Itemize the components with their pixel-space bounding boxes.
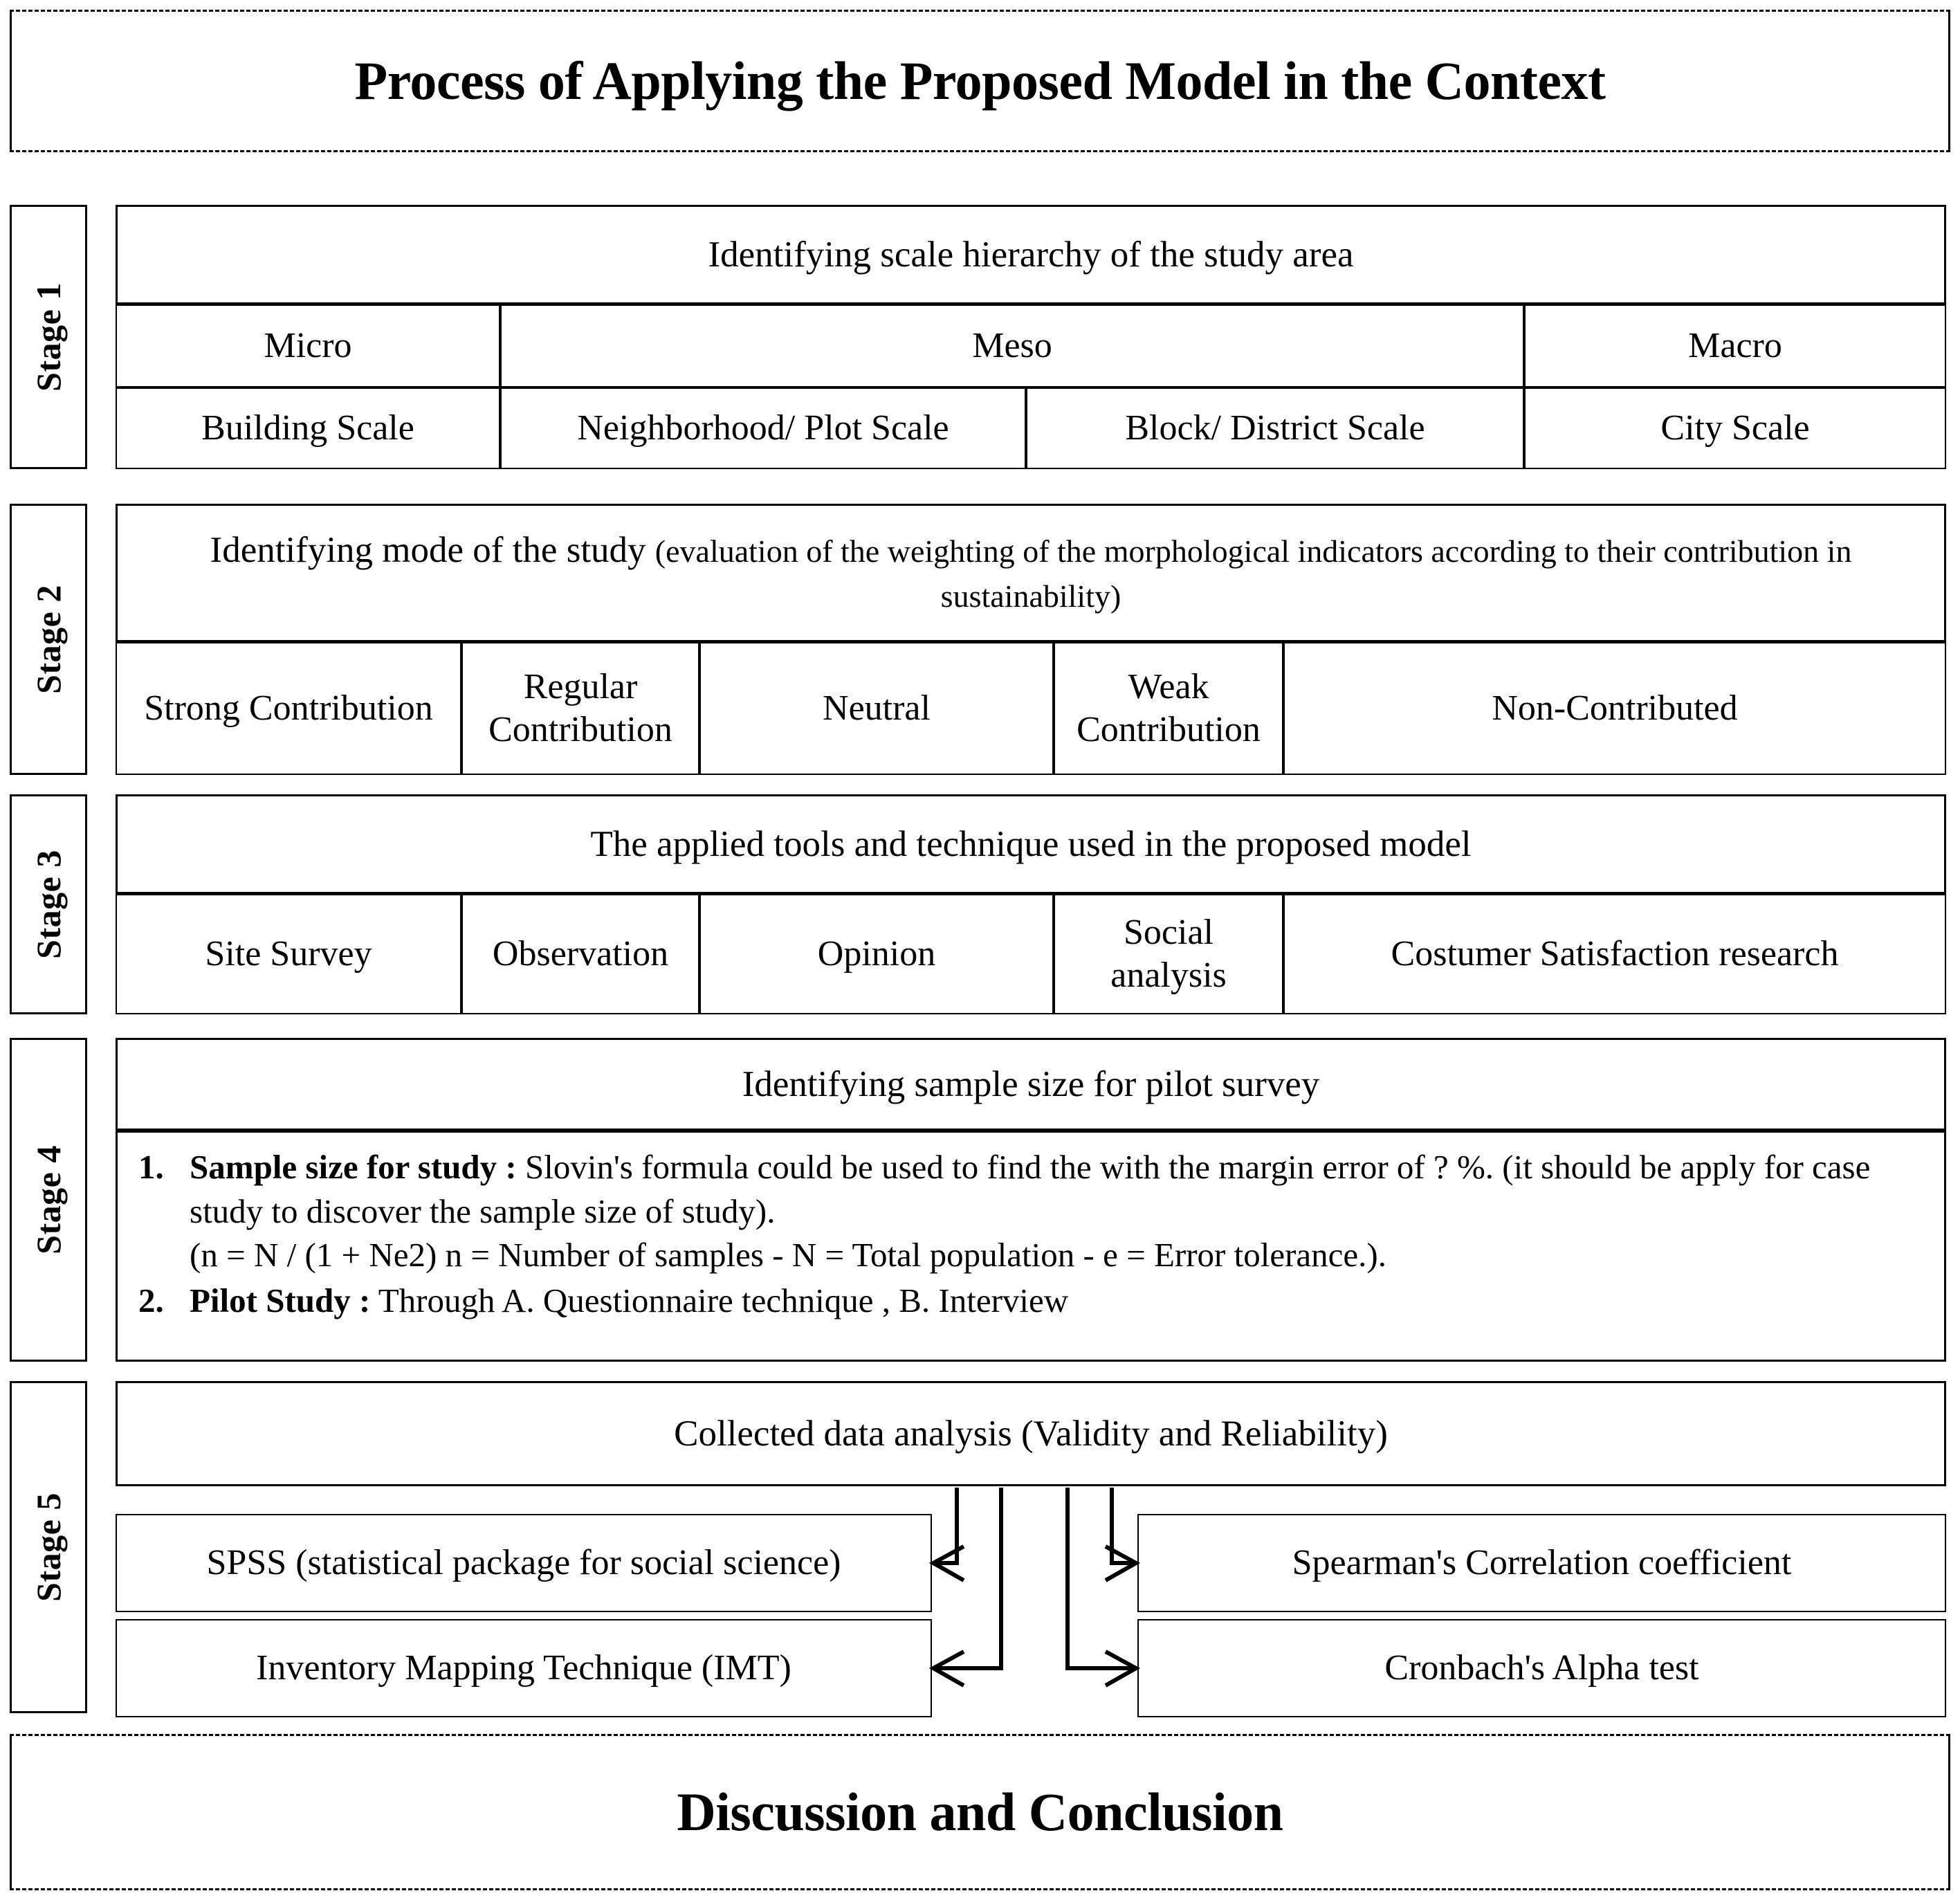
stage2-mode-regular [461, 642, 699, 775]
stage1-scale-block-text: Block/ District Scale [1125, 408, 1425, 448]
stage5-box-spss-text: SPSS (statistical package for social science) [206, 1542, 841, 1582]
stage1-scale-block [1026, 387, 1524, 469]
arrowhead-cronbach [1106, 1652, 1136, 1686]
stage5-box-cronbach [1137, 1619, 1946, 1717]
stage4-item-2 [136, 1279, 1926, 1323]
stage4-item-1-sub: (n = N / (1 + Ne2) n = Number of samples - N = Total population - e = Error tolerance.). [190, 1236, 1386, 1275]
title-banner-text: Process of Applying the Proposed Model in the Context [354, 51, 1606, 111]
stage-label-2 [10, 504, 87, 775]
stage3-tool-observation [461, 894, 699, 1014]
connector-header-to-cronbach [1068, 1488, 1132, 1668]
stage4-item-2-rest: Through A. Questionnaire technique , B. Interview [370, 1281, 1069, 1320]
stage1-scale-building [116, 387, 500, 469]
stage2-mode-regular-text: Regular Contribution [488, 666, 672, 749]
stage4-item-2-number: 2. [138, 1281, 164, 1320]
stage4-header-text: Identifying sample size for pilot survey [742, 1063, 1320, 1104]
stage-label-3 [10, 794, 87, 1014]
stage3-tool-social-analysis-text: Social analysis [1110, 912, 1227, 995]
stage3-header-text: The applied tools and technique used in the proposed model [590, 823, 1472, 864]
stage1-scale-city [1524, 387, 1946, 469]
stage3-tool-social-analysis [1054, 894, 1283, 1014]
arrowhead-imt [933, 1652, 964, 1686]
stage3-tool-site-survey-text: Site Survey [205, 933, 372, 974]
stage-label-4 [10, 1038, 87, 1362]
stage1-level-meso-text: Meso [972, 325, 1052, 365]
stage3-tool-site-survey [116, 894, 461, 1014]
stage-label-5-text: Stage 5 [29, 1492, 68, 1602]
stage1-level-micro-text: Micro [264, 325, 352, 365]
stage1-header-text: Identifying scale hierarchy of the study area [708, 234, 1354, 275]
stage3-tool-costumer-satisfaction-text: Costumer Satisfaction research [1391, 933, 1839, 974]
stage-label-1-text: Stage 1 [29, 282, 68, 392]
stage3-tool-opinion [699, 894, 1054, 1014]
stage2-header-paren: (evaluation of the weighting of the morphological indicators according to their contribution in sustainability) [654, 533, 1852, 614]
stage2-mode-strong [116, 642, 461, 775]
stage-label-3-text: Stage 3 [29, 850, 68, 959]
stage-label-2-text: Stage 2 [29, 585, 68, 694]
stage4-item-list [136, 1145, 1926, 1323]
stage4-item-1 [136, 1145, 1926, 1277]
footer-banner [10, 1734, 1950, 1890]
stage2-header-main: Identifying mode of the study [210, 530, 646, 571]
stage2-mode-weak [1054, 642, 1283, 775]
stage2-mode-strong-text: Strong Contribution [144, 688, 433, 728]
stage-label-5 [10, 1381, 87, 1713]
stage3-tool-costumer-satisfaction [1283, 894, 1946, 1014]
stage3-header [116, 794, 1946, 894]
stage2-mode-neutral [699, 642, 1054, 775]
stage1-scale-city-text: City Scale [1660, 408, 1810, 448]
stage5-header [116, 1381, 1946, 1486]
stage2-mode-non-contributed-text: Non-Contributed [1492, 688, 1738, 728]
stage5-header-text: Collected data analysis (Validity and Reliability) [674, 1413, 1388, 1454]
stage4-item-1-rest: Slovin's formula could be used to find the with the margin error of ? %. (it should be apply for case study to discover the sample size of study). [190, 1148, 1871, 1230]
stage5-box-imt-text: Inventory Mapping Technique (IMT) [256, 1647, 791, 1688]
stage2-mode-weak-text: Weak Contribution [1077, 666, 1261, 749]
footer-banner-text: Discussion and Conclusion [677, 1782, 1283, 1843]
connector-header-to-spss [937, 1488, 957, 1563]
stage1-level-micro [116, 304, 500, 387]
stage4-item-2-bold: Pilot Study : [190, 1281, 371, 1320]
stage1-level-macro-text: Macro [1688, 325, 1782, 365]
stage4-body [116, 1131, 1946, 1362]
stage4-item-1-bold: Sample size for study : [190, 1148, 517, 1186]
stage1-header [116, 205, 1946, 304]
stage1-scale-building-text: Building Scale [201, 408, 414, 448]
stage5-box-spss [116, 1514, 932, 1612]
title-banner [10, 10, 1950, 152]
connector-header-to-spearman [1112, 1488, 1132, 1563]
stage2-mode-non-contributed [1283, 642, 1946, 775]
stage2-header-text [118, 528, 1944, 617]
stage4-item-1-number: 1. [138, 1148, 164, 1186]
stage1-level-macro [1524, 304, 1946, 387]
stage2-header [116, 504, 1946, 642]
stage2-mode-neutral-text: Neutral [823, 688, 931, 728]
stage-label-1 [10, 205, 87, 469]
connector-header-to-imt [937, 1488, 1001, 1668]
stage5-box-cronbach-text: Cronbach's Alpha test [1384, 1647, 1699, 1688]
stage5-box-imt [116, 1619, 932, 1717]
stage1-scale-neighborhood-text: Neighborhood/ Plot Scale [577, 408, 949, 448]
stage5-box-spearman-text: Spearman's Correlation coefficient [1292, 1542, 1792, 1582]
stage3-tool-opinion-text: Opinion [817, 933, 936, 974]
stage4-header [116, 1038, 1946, 1131]
arrowhead-spss [933, 1546, 964, 1580]
arrowhead-spearman [1106, 1546, 1136, 1580]
stage3-tool-observation-text: Observation [492, 933, 669, 974]
stage5-box-spearman [1137, 1514, 1946, 1612]
stage1-scale-neighborhood [500, 387, 1026, 469]
stage-label-4-text: Stage 4 [29, 1145, 68, 1254]
stage1-level-meso [500, 304, 1524, 387]
